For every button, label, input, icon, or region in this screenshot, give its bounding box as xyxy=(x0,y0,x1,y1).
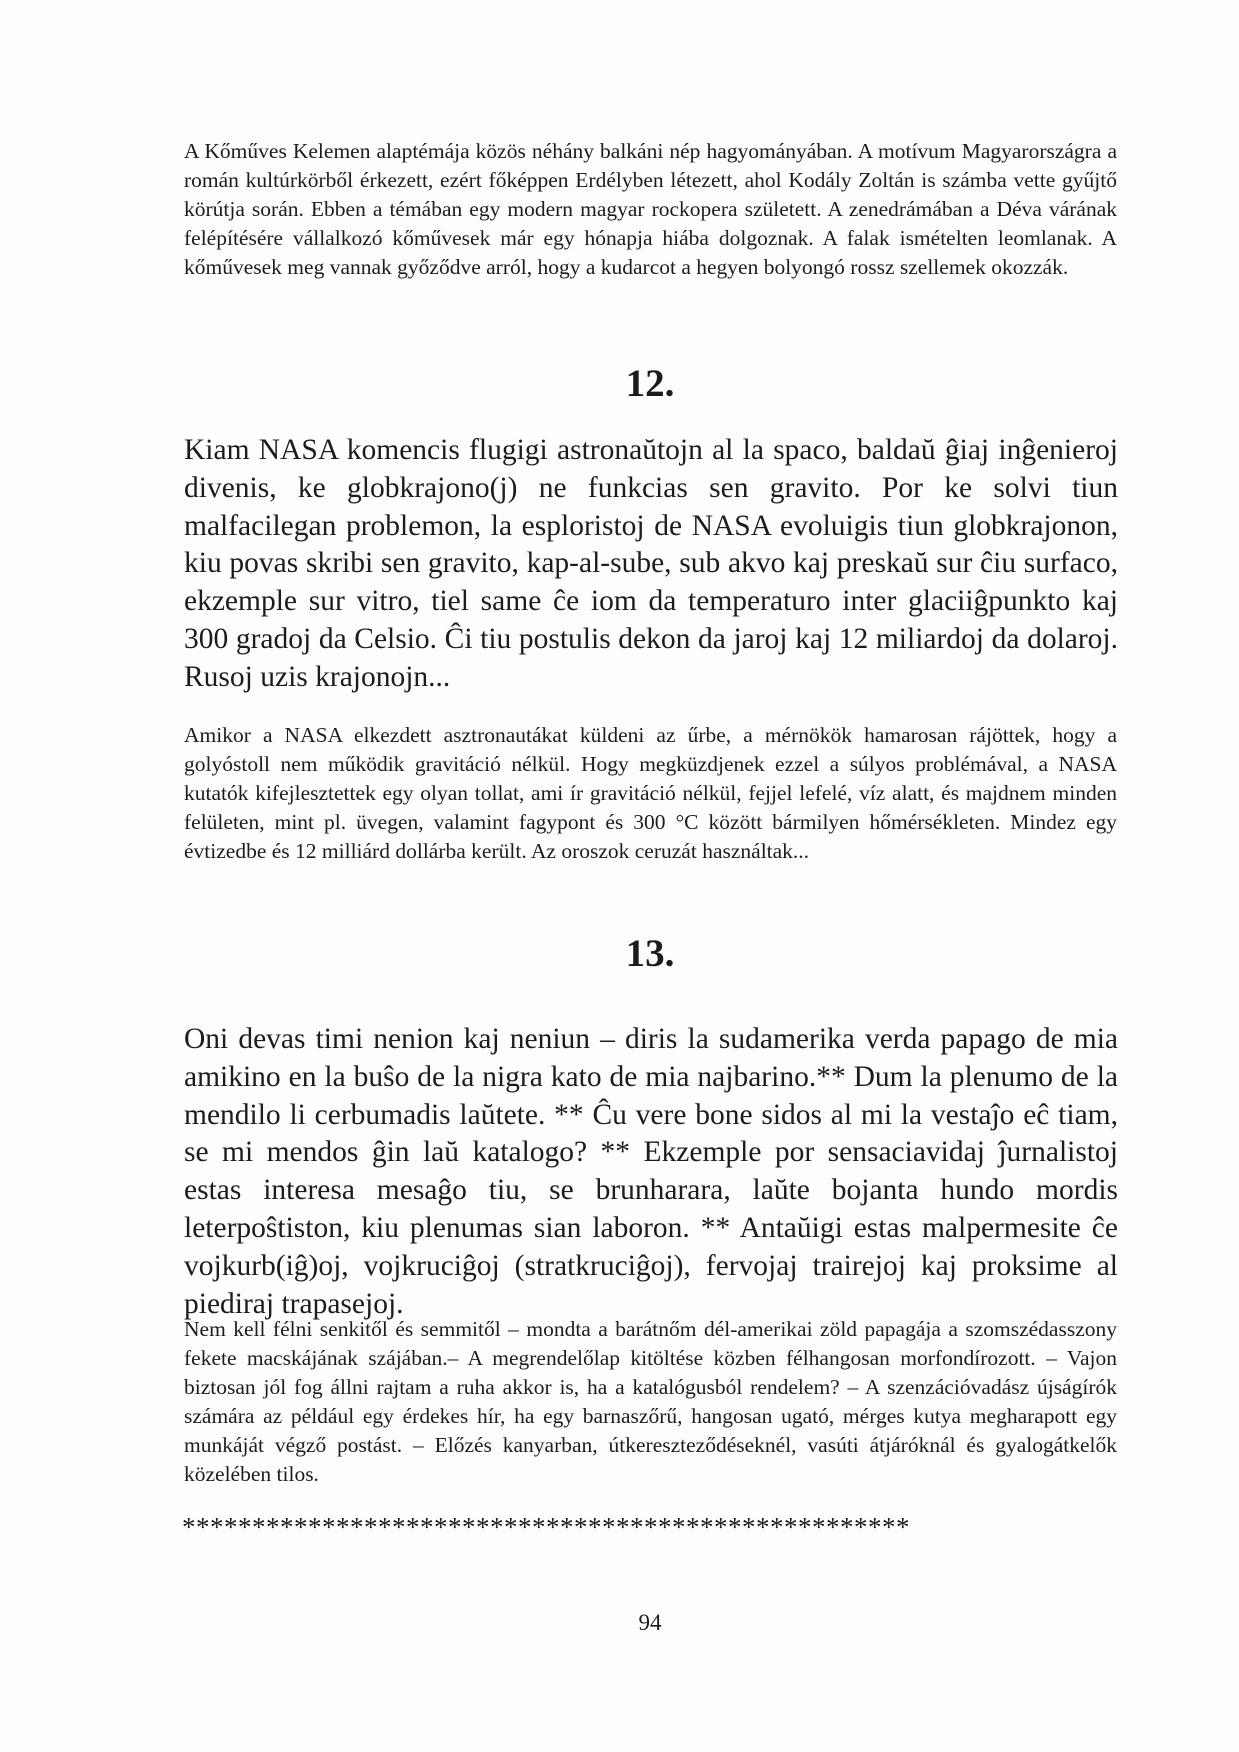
page-number: 94 xyxy=(638,1610,662,1635)
hungarian-paragraph-kelemen: A Kőműves Kelemen alaptémája közös néhány balkáni nép hagyományában. A motívum Magyarországra a román kultúrkörből érkezett, ezért főképpen Erdélyben létezett, ahol Kodály Zoltán is számba vette gyűjtő körútja során. Ebben a témában egy modern magyar rockopera született. A zenedrámában a Déva várának felépítésére vállalkozó kőművesek már egy hónapja hiába dolgoznak. A falak ismételten leomlanak. A kőművesek meg vannak győződve arról, hogy a kudarcot a hegyen bolyongó rossz szellemek okozzák. xyxy=(184,139,1117,279)
section-number-13: 13. xyxy=(625,932,675,975)
section-number-12: 12. xyxy=(625,362,675,405)
hungarian-paragraph-nasa: Amikor a NASA elkezdett asztronautákat küldeni az űrbe, a mérnökök hamarosan rájöttek, hogy a golyóstoll nem működik gravitáció nélkül. Hogy megküzdjenek ezzel a súlyos problémával, a NASA kutatók kifejlesztettek egy olyan tollat, ami ír gravitáció nélkül, fejjel lefelé, víz alatt, és majdnem minden felületen, mint pl. üvegen, valamint fagypont és 300 °C között bármilyen hőmérsékleten. Mindez egy évtizedbe és 12 milliárd dollárba került. Az oroszok ceruzát használtak... xyxy=(184,723,1117,863)
asterisk-separator: **************************************************** xyxy=(182,1512,910,1542)
esperanto-paragraph-sentences: Oni devas timi nenion kaj neniun – diris la sudamerika verda papago de mia amikino en la buŝo de la nigra kato de mia najbarino.** Dum la plenumo de la mendilo li cerbumadis laŭtete. ** Ĉu vere bone sidos al mi la vestaĵo eĉ tiam, se mi mendos ĝin laŭ katalogo? ** Ekzemple por sensaciavidaj ĵurnalistoj estas interesa mesaĝo tiu, se brunharara, laŭte bojanta hundo mordis leterpoŝtiston, kiu plenumas sian laboron. ** Antaŭigi estas malpermesite ĉe vojkurb(iĝ)oj, vojkruciĝoj (stratkruciĝoj), fervojaj trairejoj kaj proksime al piediraj trapasejoj. xyxy=(184,1023,1118,1320)
esperanto-paragraph-nasa: Kiam NASA komencis flugigi astronaŭtojn al la spaco, baldaŭ ĝiaj inĝenieroj divenis, ke globkrajono(j) ne funkcias sen gravito. Por ke solvi tiun malfacilegan problemon, la esploristoj de NASA evoluigis tiun globkrajonon, kiu povas skribi sen gravito, kap-al-sube, sub akvo kaj preskaŭ sur ĉiu surfaco, ekzemple sur vitro, tiel same ĉe iom da temperaturo inter glaciiĝpunkto kaj 300 gradoj da Celsio. Ĉi tiu postulis dekon da jaroj kaj 12 miliardoj da dolaroj. Rusoj uzis krajonojn... xyxy=(184,434,1118,693)
hungarian-paragraph-sentences: Nem kell félni senkitől és semmitől – mondta a barátnőm dél-amerikai zöld papagája a szomszédasszony fekete macskájának szájában.– A megrendelőlap kitöltése közben félhangosan morfondírozott. – Vajon biztosan jól fog állni rajtam a ruha akkor is, ha a katalógusból rendelem? – A szenzációvadász újságírók számára az például egy érdekes hír, ha egy barnaszőrű, hangosan ugató, mérges kutya megharapott egy munkáját végző postást. – Előzés kanyarban, útkereszteződéseknél, vasúti átjáróknál és gyalogátkelők közelében tilos. xyxy=(184,1317,1117,1486)
